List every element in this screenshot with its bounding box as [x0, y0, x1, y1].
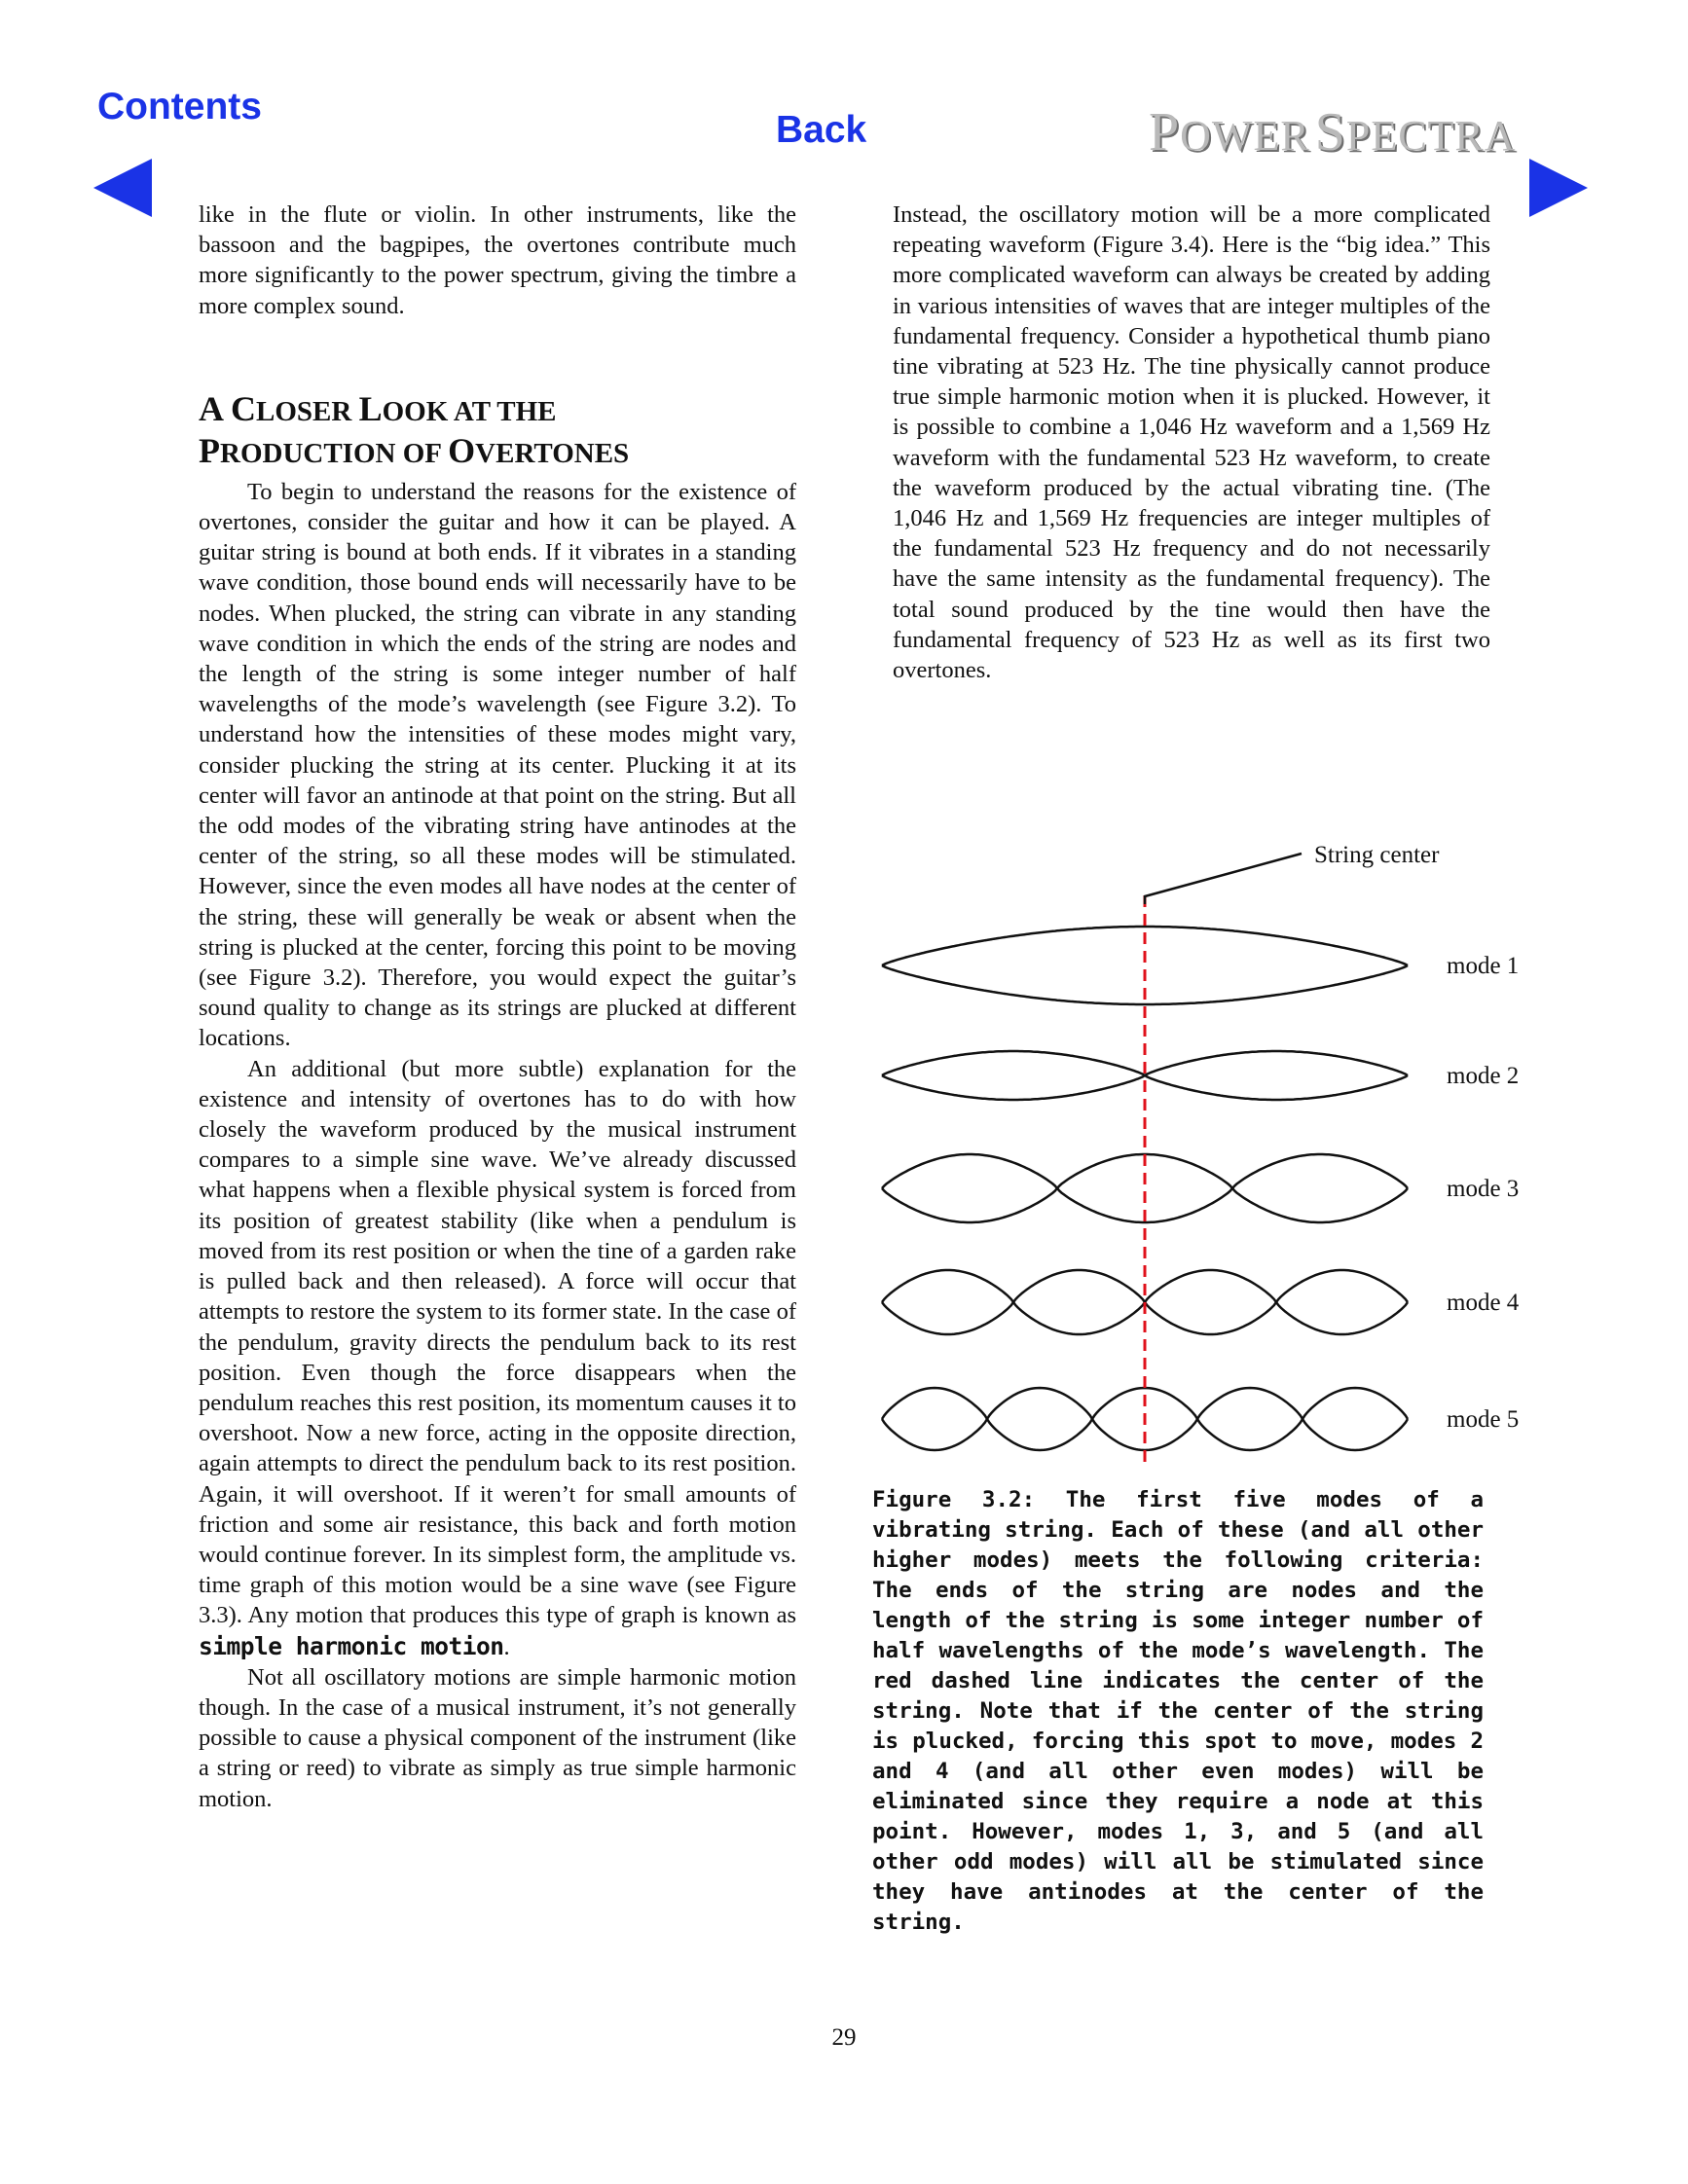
heading-line1-d: OOK AT THE — [382, 395, 557, 427]
right-arrow-icon[interactable] — [1529, 159, 1588, 217]
mode-4-label: mode 4 — [1447, 1290, 1520, 1316]
mode-5-label: mode 5 — [1447, 1406, 1520, 1433]
mode-1-label: mode 1 — [1447, 953, 1520, 979]
logo-word-ower: OWER — [1180, 112, 1310, 160]
heading-line2-d: VERTONES — [475, 437, 630, 469]
right-column — [893, 200, 1490, 685]
logo-word-pectra: PECTRA — [1345, 112, 1517, 160]
logo-initial-p: P — [1149, 102, 1181, 163]
body-paragraph-2 — [199, 1054, 796, 1662]
heading-line1-b: LOSER — [256, 395, 359, 427]
body-paragraph-3: Not all oscillatory motions are simple harmonic motion though. In the case of a musical instrument, it’s not generally possible to cause a physical component of the instrument (like a string or reed) to vibrate as simply as true simple harmonic motion. — [199, 1663, 796, 1812]
body-paragraph-2-text: An additional (but more subtle) explanation for the existence and intensity of overtones has to do with how closely the waveform produced by the musical instrument compares to a simple sine wave. We’ve already discussed what happens when a flexible physical system is forced from its position of greatest stability (like when a pendulum is moved from its rest position or when the tine of a garden rake is pulled back and then released). A force will occur that attempts to restore the system to its former state. In the case of the pendulum, gravity directs the pendulum back to its rest position. Even though the force disappears when the pendulum reaches this rest position, its momentum causes it to overshoot. Now a new force, acting in the opposite direction, again attempts to direct the pendulum back to its rest position. Again, it will overshoot. If it weren’t for small amounts of friction and some air resistance, this back and forth motion would continue forever. In its simplest form, the amplitude vs. time graph of this motion would be a sine wave (see Figure 3.3). Any motion that produces this type of graph is known as — [199, 1055, 796, 1629]
back-link[interactable]: Back — [776, 109, 867, 151]
body-paragraph-2-end: . — [503, 1633, 510, 1660]
term-simple-harmonic-motion: simple harmonic motion — [199, 1631, 504, 1660]
figure-modes — [866, 832, 1548, 1494]
figure-caption: Figure 3.2: The first five modes of a vibrating string. Each of these (and all other higher modes) meets the following criteria: The ends of the string are nodes and the length of the string is some integer number of half wavelengths of the mode’s wavelength. The red dashed line indicates the center of the string. Note that if the center of the string is plucked, forcing this spot to move, modes 2 and 4 (and all other even modes) will be eliminated since they require a node at this point. However, modes 1, 3, and 5 (and all other odd modes) will all be stimulated since they have antinodes at the center of the string. — [872, 1487, 1484, 1935]
logo-initial-s: S — [1314, 102, 1346, 163]
string-center-pointer — [1145, 854, 1302, 904]
mode-labels — [1447, 953, 1520, 1433]
mode-3-label: mode 3 — [1447, 1176, 1520, 1202]
left-column — [199, 200, 796, 1814]
modes-diagram — [866, 832, 1548, 1494]
right-paragraph-1: Instead, the oscillatory motion will be a more complicated repeating waveform (Figure 3.4). Here is the “big idea.” This more complicated waveform can always be created by adding in various intensities of waves that are integer multiples of the fundamental frequency. Consider a hypothetical thumb piano tine vibrating at 523 Hz. The tine physically cannot produce true simple harmonic motion when it is plucked. However, it is possible to combine a 1,046 Hz waveform and a 1,569 Hz waveform with the fundamental 523 Hz waveform, to create the waveform produced by the actual vibrating tine. (The 1,046 Hz and 1,569 Hz frequencies are integer multiples of the fundamental 523 Hz frequency and do not necessarily have the same intensity as the fundamental frequency). The total sound produced by the tine would then have the fundamental frequency of 523 Hz as well as its first two overtones. — [893, 201, 1490, 684]
intro-paragraph: like in the flute or violin. In other instruments, like the bassoon and the bagpipes, the overtones contribute much more significantly to the power spectrum, giving the timbre a more complex sound. — [199, 201, 796, 319]
contents-link[interactable]: Contents — [97, 86, 262, 127]
heading-line1-a: A C — [199, 388, 257, 428]
page-number: 29 — [831, 2024, 857, 2051]
string-center-label: String center — [1314, 842, 1440, 868]
heading-line2-c: O — [448, 430, 476, 470]
heading-line1-c: L — [358, 388, 383, 428]
heading-line2-b: RODUCTION OF — [220, 437, 449, 469]
body-paragraph-1: To begin to understand the reasons for the existence of overtones, consider the guitar and how it can be played. A guitar string is bound at both ends. If it vibrates in a standing wave condition, those bound ends will necessarily have to be nodes. When plucked, the string can vibrate in any standing wave condition in which the ends of the string are nodes and the length of the string is some integer number of half wavelengths of the mode’s wavelength (see Figure 3.2). To understand how the intensities of these modes might vary, consider plucking the string at its center. Plucking it at its center will favor an antinode at that point on the string. But all the odd modes of the vibrating string have antinodes at the center of the string, so all these modes will be stimulated. However, since the even modes all have nodes at the center of the string, these will generally be weak or absent when the string is plucked at the center, forcing this point to be moving (see Figure 3.2). Therefore, you would expect the guitar’s sound quality to change as its strings are plucked at different locations. — [199, 478, 796, 1052]
section-heading — [199, 389, 796, 473]
left-arrow-icon[interactable] — [93, 159, 152, 217]
heading-line2-a: P — [199, 430, 220, 470]
power-spectra-logo — [1149, 101, 1593, 163]
mode-2-label: mode 2 — [1447, 1063, 1520, 1089]
mode-curves — [882, 927, 1408, 1450]
